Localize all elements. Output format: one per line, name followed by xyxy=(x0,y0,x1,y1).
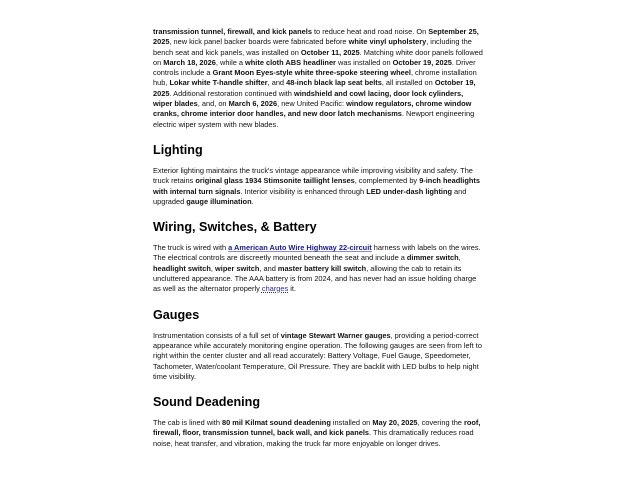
bold-text: 48-inch black lap seat belts xyxy=(286,78,382,88)
section-heading: Sound Deadening xyxy=(153,395,261,410)
text-run: , including the bench seat and kick panels, was installed on xyxy=(153,37,472,57)
bold-text: a American Auto Wire Highway 22-circuit xyxy=(228,243,372,253)
bold-text: windshield and cowl lacing, door lock cylinders, wiper blades xyxy=(153,88,464,109)
text-run: Exterior lighting maintains the truck's vintage appearance while improving visibility and safety. The truck retains xyxy=(153,165,473,186)
bold-text: Grant Moon Eyes-style white three-spoke steering wheel xyxy=(212,68,411,78)
text-run: , providing a period-correct appearance while accurately monitoring engine operation. The following gauges are seen from left to right within the center cluster and all read accurately: Battery Voltage, Fuel Gauge, Speedometer, Tachometer, Water/coolant Temperature, Oil Pressure. They are backlit with LED bulbs to help night time visibility. xyxy=(153,330,482,381)
section-paragraph xyxy=(153,243,483,294)
intro-paragraph xyxy=(153,27,483,130)
text-run: was installed on xyxy=(335,57,393,67)
bold-text: white vinyl upholstery xyxy=(348,37,427,47)
spellcheck-word: charges xyxy=(261,284,289,294)
bold-text: 9-inch headlights with internal turn signals xyxy=(153,176,480,196)
article-body xyxy=(153,27,483,449)
text-run: , and xyxy=(259,263,278,273)
bold-text: Lokar white T-handle shifter xyxy=(169,78,268,88)
bold-text: original glass 1934 Stimsonite taillight lenses xyxy=(195,176,355,186)
bold-text: March 18, 2026 xyxy=(163,57,216,67)
text-run: . Matching white door panels followed on xyxy=(153,47,483,67)
text-run: The cab is lined with xyxy=(153,418,223,428)
section-heading: Gauges xyxy=(153,307,200,322)
text-run: to reduce heat and road noise. On xyxy=(311,27,429,36)
text-run: , and xyxy=(267,78,287,88)
text-run: The truck is wired with xyxy=(153,243,229,253)
text-run: , xyxy=(210,263,216,273)
section-paragraph xyxy=(153,166,483,207)
bold-text: 80 mil Kilmat sound deadening xyxy=(222,418,331,428)
text-run: Instrumentation consists of a full set of xyxy=(153,330,281,340)
section-sound-deadening xyxy=(153,395,483,449)
bold-text: transmission tunnel, firewall, and kick panels xyxy=(153,27,312,36)
text-run: and upgraded xyxy=(153,186,467,206)
text-run: , and, on xyxy=(197,99,229,109)
bold-text: October 11, 2025 xyxy=(300,47,360,57)
section-paragraph xyxy=(153,331,483,382)
text-run: . xyxy=(251,196,254,206)
text-run: . Additional restoration continued with xyxy=(169,88,294,98)
text-run: . Driver controls include a xyxy=(153,57,476,78)
bold-text: dimmer switch xyxy=(406,253,459,263)
text-run: , covering the xyxy=(417,418,464,428)
bold-text: vintage Stewart Warner gauges xyxy=(280,330,391,340)
text-run: , complemented by xyxy=(354,176,420,186)
harness-link[interactable] xyxy=(228,243,372,252)
text-run: , chrome installation hub, xyxy=(153,68,477,88)
text-run: it. xyxy=(288,284,296,294)
bold-text: October 19, 2025 xyxy=(153,78,476,98)
bold-text: headlight switch xyxy=(153,263,211,273)
section-heading: Lighting xyxy=(153,142,203,157)
bold-text: October 19, 2025 xyxy=(392,57,452,67)
bold-text: white cloth ABS headliner xyxy=(245,57,336,67)
bold-text: LED under-dash lighting xyxy=(366,186,452,196)
bold-text: master battery kill switch xyxy=(277,263,367,273)
bold-text: March 6, 2026 xyxy=(228,99,278,109)
text-run: . Newport engineering electric wiper system with new blades. xyxy=(153,109,475,129)
bold-text: September 25, 2025 xyxy=(153,27,479,47)
text-run: , xyxy=(458,253,461,263)
text-run: , new United Pacific: xyxy=(277,99,347,109)
bold-text: roof, firewall, floor, transmission tunnel, back wall, and kick panels xyxy=(153,418,481,438)
text-run: . Interior visibility is enhanced through xyxy=(240,186,367,196)
bold-text: wiper switch xyxy=(215,263,260,273)
text-run: harness with labels on the wires. The electrical controls are discreetly mounted beneath the seat and include a xyxy=(153,243,481,263)
section-wiring xyxy=(153,220,483,294)
text-run: installed on xyxy=(330,418,373,428)
text-run: , while a xyxy=(215,57,246,67)
bold-text: window regulators, chrome window cranks, chrome interior door handles, and new door latch mechanisms xyxy=(153,99,472,119)
text-run: , new kick panel backer boards were fabricated before xyxy=(169,37,349,47)
section-heading: Wiring, Switches, & Battery xyxy=(153,220,317,235)
section-gauges xyxy=(153,308,483,382)
section-paragraph xyxy=(153,418,483,449)
section-lighting xyxy=(153,143,483,207)
bold-text: May 20, 2025 xyxy=(372,418,418,428)
bold-text: gauge illumination xyxy=(186,196,252,206)
text-run: , allowing the cab to retain its uncluttered appearance. The AAA battery is from 2024, and has never had an issue holding charge as well as the alternator properly xyxy=(153,263,477,294)
text-run: , all installed on xyxy=(381,78,435,88)
text-run: . This dramatically reduces road noise, heat transfer, and vibration, making the truck far more enjoyable on longer drives. xyxy=(153,428,474,448)
